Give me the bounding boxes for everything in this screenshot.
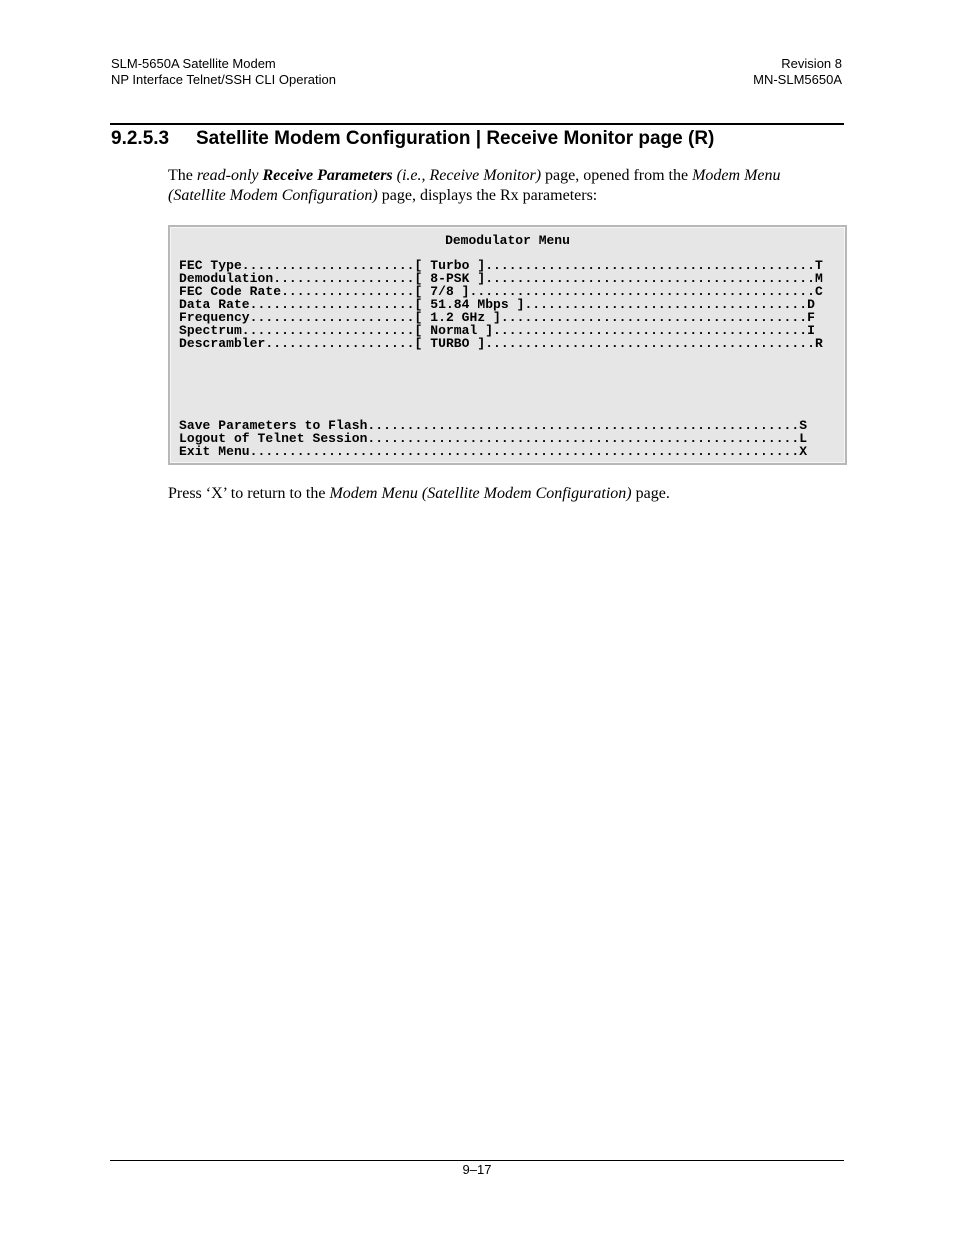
running-header-right bbox=[753, 56, 842, 88]
menu-line-save-parameters[interactable]: Save Parameters to Flash.......................................................S bbox=[179, 418, 808, 433]
section-rule bbox=[110, 123, 844, 125]
intro-italic-2: (i.e., Receive Monitor) bbox=[392, 167, 542, 184]
menu-line-logout[interactable]: Logout of Telnet Session.......................................................L bbox=[179, 431, 808, 446]
intro-paragraph bbox=[168, 166, 838, 206]
header-subtitle: NP Interface Telnet/SSH CLI Operation bbox=[111, 72, 336, 87]
intro-italic-1: read-only bbox=[196, 167, 263, 184]
menu-line-fec-type[interactable]: FEC Type......................[ Turbo ]..........................................T bbox=[179, 258, 823, 273]
terminal-menu-title: Demodulator Menu bbox=[445, 233, 570, 248]
outro-italic: Modem Menu (Satellite Modem Configuration) bbox=[329, 485, 632, 502]
page-number: 9–17 bbox=[462, 1162, 492, 1177]
menu-line-exit[interactable]: Exit Menu......................................................................X bbox=[179, 444, 808, 459]
intro-text-3: page, displays the Rx parameters: bbox=[377, 187, 598, 204]
outro-paragraph bbox=[168, 484, 670, 504]
footer-rule bbox=[110, 1160, 844, 1161]
intro-text-2: page, opened from the bbox=[541, 167, 693, 184]
header-product: SLM-5650A Satellite Modem bbox=[111, 56, 276, 71]
menu-line-demodulation[interactable]: Demodulation..................[ 8-PSK ]..........................................M bbox=[179, 271, 823, 286]
running-header-left bbox=[111, 56, 336, 88]
section-heading bbox=[111, 127, 714, 151]
section-title: Satellite Modem Configuration | Receive Monitor page (R) bbox=[196, 128, 715, 149]
intro-bold-term: Receive Parameters bbox=[262, 167, 393, 184]
terminal-screen bbox=[168, 225, 847, 465]
intro-text-1: The bbox=[168, 167, 197, 184]
menu-line-spectrum[interactable]: Spectrum......................[ Normal ]........................................I bbox=[179, 323, 815, 338]
header-revision: Revision 8 bbox=[781, 56, 842, 71]
intro-italic-3: Modem Menu (Satellite Modem Configuration) bbox=[168, 167, 781, 204]
section-number: 9.2.5.3 bbox=[111, 128, 170, 149]
menu-line-data-rate[interactable]: Data Rate.....................[ 51.84 Mbps ]....................................D bbox=[179, 297, 815, 312]
menu-line-frequency[interactable]: Frequency.....................[ 1.2 GHz ].......................................F bbox=[179, 310, 815, 325]
menu-line-descrambler[interactable]: Descrambler...................[ TURBO ]..........................................R bbox=[179, 336, 823, 351]
header-doc-number: MN-SLM5650A bbox=[753, 72, 842, 87]
outro-text-1: Press ‘X’ to return to the bbox=[168, 485, 330, 502]
outro-text-2: page. bbox=[631, 485, 670, 502]
menu-line-fec-code-rate[interactable]: FEC Code Rate.................[ 7/8 ]............................................C bbox=[179, 284, 823, 299]
